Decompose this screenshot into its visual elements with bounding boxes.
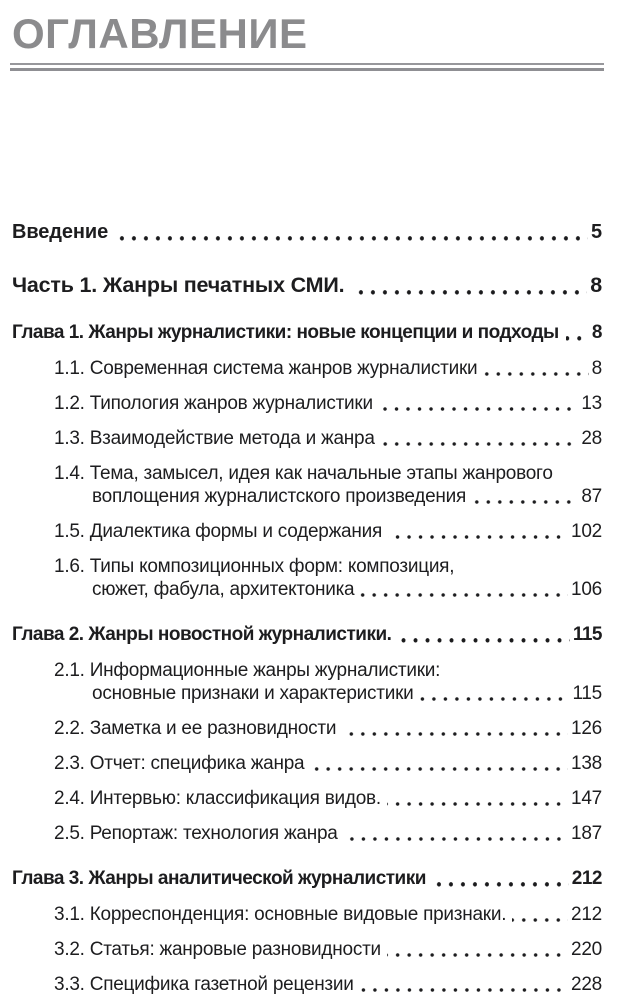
toc-entry <box>54 555 602 601</box>
dot-leader <box>387 938 568 961</box>
dot-leader <box>387 787 568 810</box>
toc-entry <box>12 321 602 345</box>
toc-entry-text: 1.1. Современная система жанров журналистики <box>54 358 478 379</box>
toc-entry-text: Глава 1. Жанры журналистики: новые концепции и подходы <box>12 322 559 343</box>
dot-leader <box>381 427 579 450</box>
toc-entry <box>12 867 602 891</box>
dot-leader <box>351 272 587 299</box>
toc-entry-text: сюжет, фабула, архитектоника <box>92 579 355 600</box>
toc-entry <box>12 221 602 244</box>
toc-entry-text: Введение <box>12 221 109 243</box>
page-number: 8 <box>591 358 602 379</box>
toc-entry-text-line1: 1.6. Типы композиционных форм: композиция, <box>54 556 455 577</box>
toc-entry <box>12 272 602 299</box>
toc-entry <box>54 752 602 775</box>
page-number: 220 <box>571 939 602 960</box>
dot-leader <box>512 903 568 926</box>
page-number: 212 <box>571 904 602 925</box>
toc-entry-text: 2.5. Репортаж: технология жанра <box>54 823 338 844</box>
title-divider-rule <box>10 63 604 71</box>
dot-leader <box>342 717 568 740</box>
page-number: 5 <box>590 221 602 243</box>
dot-leader <box>360 973 568 996</box>
toc-entry <box>54 357 602 380</box>
page-number: 87 <box>581 486 602 507</box>
toc-entry-text: 3.3. Специфика газетной рецензии <box>54 974 354 995</box>
toc-entry-text: 1.2. Типология жанров журналистики <box>54 393 373 414</box>
toc-entry-text-line1: 1.4. Тема, замысел, идея как начальные этапы жанрового <box>54 463 553 484</box>
page-number: 147 <box>571 788 602 809</box>
page-number: 102 <box>571 521 602 542</box>
toc-entry <box>12 623 602 647</box>
page-number: 106 <box>571 579 602 600</box>
toc-entry <box>54 427 602 450</box>
page-number: 187 <box>571 823 602 844</box>
dot-leader <box>483 357 588 380</box>
toc-entry-text: Глава 2. Жанры новостной журналистики. <box>12 624 392 645</box>
dot-leader <box>388 520 568 543</box>
dot-leader <box>566 321 589 345</box>
toc-entry <box>54 822 602 845</box>
toc-entry <box>54 903 602 926</box>
toc-entry <box>54 659 602 705</box>
dot-leader <box>379 392 579 415</box>
toc-entry-text: Часть 1. Жанры печатных СМИ. <box>12 273 345 297</box>
toc-entry-text: 2.2. Заметка и ее разновидности <box>54 718 337 739</box>
toc-entry <box>54 520 602 543</box>
dot-leader <box>360 578 568 601</box>
toc-entry-text: Глава 3. Жанры аналитической журналистики <box>12 868 426 889</box>
page-number: 212 <box>571 868 602 889</box>
page-title: ОГЛАВЛЕНИЕ <box>12 10 308 57</box>
page-number: 115 <box>572 683 602 704</box>
toc-entry-text-line1: 2.1. Информационные жанры журналистики: <box>54 660 441 681</box>
page-number: 13 <box>581 393 602 414</box>
toc-list <box>12 221 602 996</box>
page-number: 8 <box>590 273 602 297</box>
page-number: 115 <box>572 624 602 645</box>
toc-entry <box>54 392 602 415</box>
toc-entry <box>54 462 602 508</box>
dot-leader <box>310 752 568 775</box>
page-number: 138 <box>571 753 602 774</box>
toc-entry <box>54 973 602 996</box>
toc-entry-text: 2.3. Отчет: специфика жанра <box>54 753 305 774</box>
page-number: 126 <box>571 718 602 739</box>
toc-entry-text: 1.5. Диалектика формы и содержания <box>54 521 382 542</box>
dot-leader <box>433 867 569 891</box>
dot-leader <box>420 682 570 705</box>
dot-leader <box>344 822 568 845</box>
toc-entry <box>54 938 602 961</box>
toc-entry <box>54 787 602 810</box>
dot-leader <box>115 221 588 244</box>
dot-leader <box>472 485 578 508</box>
dot-leader <box>398 623 569 647</box>
toc-entry <box>54 717 602 740</box>
toc-entry-text: 3.1. Корреспонденция: основные видовые признаки. <box>54 904 507 925</box>
toc-entry-text: основные признаки и характеристики <box>92 683 414 704</box>
page-number: 228 <box>571 974 602 995</box>
toc-entry-text: 1.3. Взаимодействие метода и жанра <box>54 428 375 449</box>
toc-entry-text: воплощения журналистского произведения <box>92 486 467 507</box>
page-number: 8 <box>591 322 602 343</box>
page-number: 28 <box>581 428 602 449</box>
toc-entry-text: 3.2. Статья: жанровые разновидности <box>54 939 381 960</box>
toc-entry-text: 2.4. Интервью: классификация видов. <box>54 788 381 809</box>
